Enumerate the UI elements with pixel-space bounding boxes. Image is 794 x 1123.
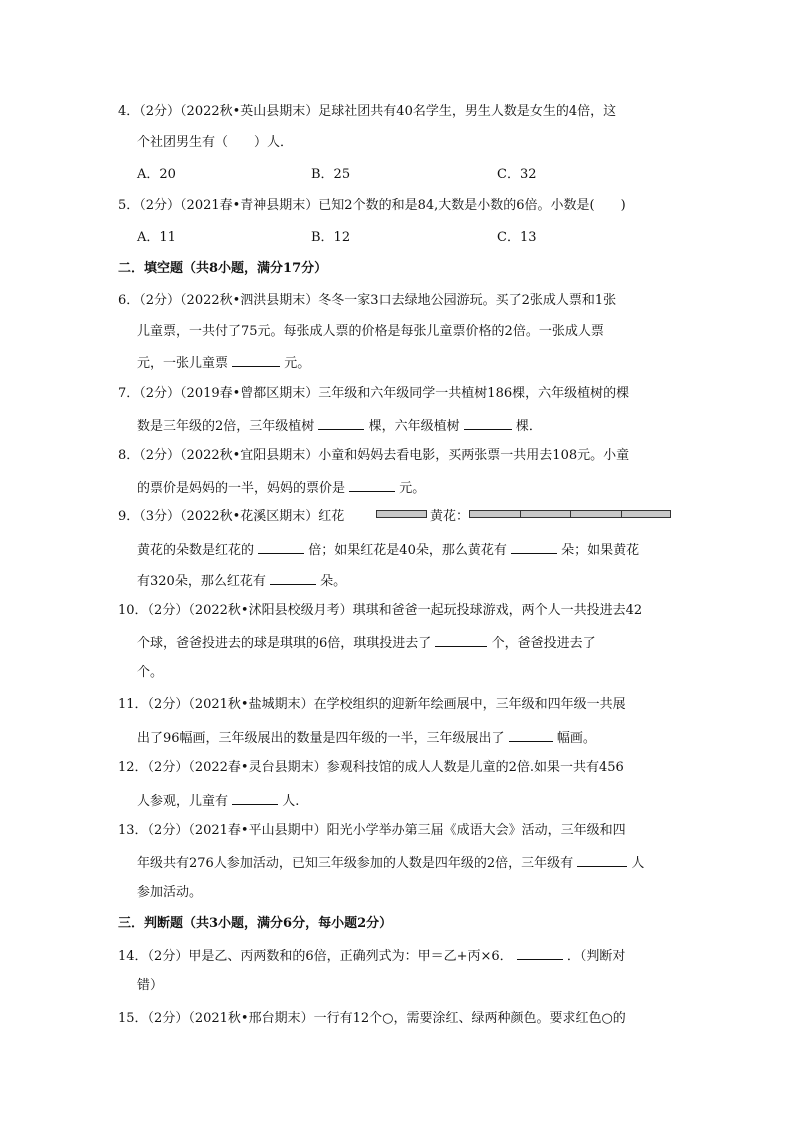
q10-text-b: 个，爸爸投进去了 xyxy=(491,636,596,651)
q10-blank-1[interactable] xyxy=(435,632,487,647)
q6-line3 xyxy=(137,352,310,374)
yellow-bar-segment-divider xyxy=(470,511,622,517)
q10-line3: 个。 xyxy=(137,665,164,680)
q7-text-c: 棵． xyxy=(515,419,542,434)
q9-blank-3[interactable] xyxy=(270,570,316,585)
q6-text-b: 元。 xyxy=(284,356,311,371)
q10-line2 xyxy=(137,632,596,654)
q14-line2: 错） xyxy=(137,978,164,993)
q14-text-b: ．（判断对 xyxy=(566,949,626,964)
q5-option-b: B．12 xyxy=(311,230,351,245)
q7-text-a: 数是三年级的2倍，三年级植树 xyxy=(137,419,315,434)
q11-line1: 11．（2分）（2021秋•盐城期末）在学校组织的迎新年绘画展中，三年级和四年级一共展 xyxy=(118,697,626,712)
q13-text-a: 年级共有276人参加活动，已知三年级参加的人数是四年级的2倍，三年级有 xyxy=(137,856,574,871)
q12-line2 xyxy=(137,790,299,812)
q6-line1: 6．（2分）（2022秋•泗洪县期末）冬冬一家3口去绿地公园游玩。买了2张成人票和1张 xyxy=(118,293,617,308)
q5-option-c: C．13 xyxy=(497,230,537,245)
q14-line1 xyxy=(118,945,625,967)
q9-blank-1[interactable] xyxy=(258,539,304,554)
q8-line1: 8．（2分）（2022秋•宜阳县期末）小童和妈妈去看电影，买两张票一共用去108元。小童 xyxy=(118,448,630,463)
q13-line3: 参加活动。 xyxy=(137,885,203,900)
q9-line1b: 黄花： xyxy=(430,509,470,524)
q7-blank-1[interactable] xyxy=(318,415,364,430)
q6-blank-1[interactable] xyxy=(232,352,280,367)
q11-text-b: 幅画。 xyxy=(556,731,596,746)
section-2-heading: 二．填空题（共8小题，满分17分） xyxy=(118,261,328,276)
q4-line1: 4．（2分）（2022秋•英山县期末）足球社团共有40名学生，男生人数是女生的4倍，这 xyxy=(118,104,617,119)
q5-option-a: A．11 xyxy=(137,230,176,245)
red-flower-bar xyxy=(376,510,427,518)
q7-line1: 7．（2分）（2019春•曾都区期末）三年级和六年级同学一共植树186棵，六年级植树的棵 xyxy=(118,386,630,401)
q12-text-a: 人参观，儿童有 xyxy=(137,794,229,809)
q9-line3 xyxy=(137,570,346,592)
q9-line2 xyxy=(137,539,639,561)
q13-blank-1[interactable] xyxy=(577,852,627,867)
q15-line1: 15．（2分）（2021秋•邢台期末）一行有12个○，需要涂红、绿两种颜色。要求红色○的 xyxy=(118,1011,626,1026)
q13-line2 xyxy=(137,852,644,874)
q4-option-c: C．32 xyxy=(497,167,537,182)
q14-text-a: 14．（2分）甲是乙、丙两数和的6倍，正确列式为：甲＝乙+丙×6． xyxy=(118,949,513,964)
q9-line1a: 9．（3分）（2022秋•花溪区期末）红花 xyxy=(118,509,345,524)
q7-line2 xyxy=(137,415,542,437)
q11-text-a: 出了96幅画，三年级展出的数量是四年级的一半，三年级展出了 xyxy=(137,731,505,746)
q12-blank-1[interactable] xyxy=(232,790,278,805)
q6-line2: 儿童票，一共付了75元。每张成人票的价格是每张儿童票价格的2倍。一张成人票 xyxy=(137,324,604,339)
q8-text-a: 的票价是妈妈的一半，妈妈的票价是 xyxy=(137,481,346,496)
q4-option-a: A．20 xyxy=(137,167,176,182)
q8-line2 xyxy=(137,477,425,499)
q9-blank-2[interactable] xyxy=(511,539,557,554)
q9-yellow-label: 黄花 xyxy=(430,509,457,524)
q8-text-b: 元。 xyxy=(399,481,426,496)
yellow-flower-bar xyxy=(469,510,671,518)
q9-text-a: 黄花的朵数是红花的 xyxy=(137,543,255,558)
q12-text-b: 人. xyxy=(282,794,300,809)
q12-line1: 12．（2分）（2022春•灵台县期末）参观科技馆的成人人数是儿童的2倍.如果一共有456 xyxy=(118,760,624,775)
q8-blank-1[interactable] xyxy=(349,477,395,492)
q9-text-d: 有320朵，那么红花有 xyxy=(137,574,266,589)
q9-text-b: 倍；如果红花是40朵，那么黄花有 xyxy=(308,543,507,558)
q5-line1: 5．（2分）（2021春•青神县期末）已知2个数的和是84,大数是小数的6倍。小数是( ) xyxy=(118,198,626,213)
q11-line2 xyxy=(137,727,596,749)
q13-text-b: 人 xyxy=(631,856,645,871)
q10-text-a: 个球，爸爸投进去的球是琪琪的6倍，琪琪投进去了 xyxy=(137,636,432,651)
q4-option-b: B．25 xyxy=(311,167,351,182)
q14-blank-1[interactable] xyxy=(517,945,563,960)
q13-line1: 13．（2分）（2021春•平山县期中）阳光小学举办第三届《成语大会》活动，三年级和四 xyxy=(118,823,626,838)
q4-line2: 个社团男生有（ ）人． xyxy=(137,135,294,150)
q7-blank-2[interactable] xyxy=(464,415,512,430)
section-3-heading: 三．判断题（共3小题，满分6分，每小题2分） xyxy=(118,916,393,931)
q10-line1: 10．（2分）（2022秋•沭阳县校级月考）琪琪和爸爸一起玩投球游戏，两个人一共投进去42 xyxy=(118,603,643,618)
q7-text-b: 棵，六年级植树 xyxy=(368,419,460,434)
q9-text-e: 朵。 xyxy=(320,574,347,589)
q6-text-a: 元，一张儿童票 xyxy=(137,356,229,371)
q9-text-c: 朵；如果黄花 xyxy=(561,543,640,558)
q11-blank-1[interactable] xyxy=(509,727,553,742)
